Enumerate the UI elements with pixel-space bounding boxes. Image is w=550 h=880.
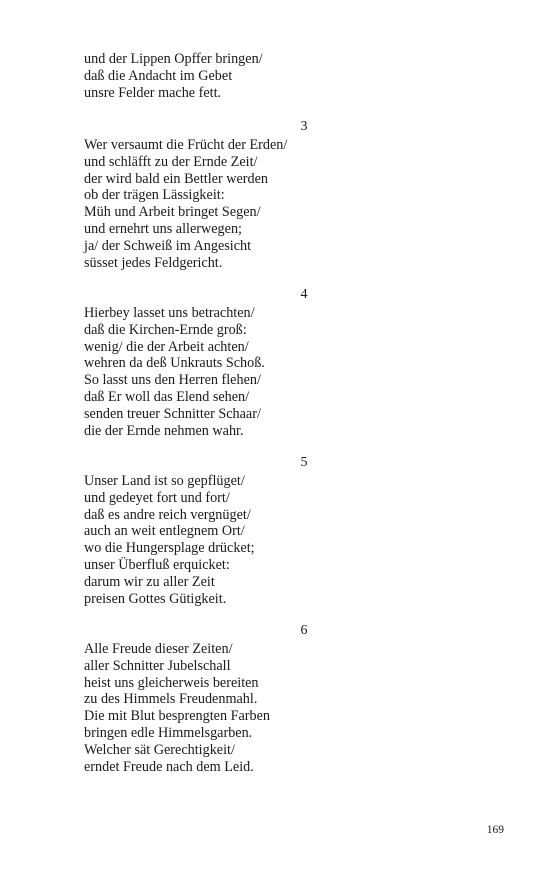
verse-line: erndet Freude nach dem Leid. (84, 758, 254, 775)
verse-line: senden treuer Schnitter Schaar/ (84, 405, 261, 422)
stanza-lines (84, 137, 324, 271)
verse-line: und ernehrt uns allerwegen; (84, 220, 242, 237)
verse-line: wenig/ die der Arbeit achten/ (84, 338, 249, 355)
verse-line: daß die Kirchen-Ernde groß: (84, 321, 247, 338)
stanza-lines (84, 473, 324, 607)
stanza-number: 6 (300, 623, 308, 638)
verse-line: aller Schnitter Jubelschall (84, 657, 231, 674)
verse-line: ja/ der Schweiß im Angesicht (84, 237, 252, 254)
verse-line: Die mit Blut besprengten Farben (84, 708, 270, 725)
verse-line: So lasst uns den Herren flehen/ (84, 372, 261, 389)
verse-line: und schläfft zu der Ernde Zeit/ (84, 153, 258, 170)
verse-line: Wer versaumt die Frücht der Erden/ (84, 137, 288, 153)
verse-line: wo die Hungersplage drücket; (84, 540, 255, 557)
verse-line: preisen Gottes Gütigkeit. (84, 590, 227, 607)
stanza-number: 4 (300, 287, 308, 302)
verse-line: daß Er woll das Elend sehen/ (84, 388, 250, 405)
stanza-number: 5 (300, 455, 308, 470)
verse-line: und gedeyet fort und fort/ (84, 489, 230, 506)
stanza-lines (84, 305, 324, 439)
verse-line: Hierbey lasset uns betrachten/ (84, 305, 255, 321)
verse-line: Müh und Arbeit bringet Segen/ (84, 204, 261, 221)
verse-line: daß die Andacht im Gebet (84, 67, 233, 84)
verse-line: Alle Freude dieser Zeiten/ (84, 641, 233, 657)
verse-line: zu des Himmels Freudenmahl. (84, 691, 258, 708)
verse-line: bringen edle Himmelsgarben. (84, 724, 253, 741)
verse-line: unser Überfluß erquicket: (84, 556, 230, 573)
verse-line: unsre Felder mache fett. (84, 84, 222, 101)
verse-line: darum wir zu aller Zeit (84, 573, 215, 590)
verse-line: daß es andre reich vergnüget/ (84, 506, 251, 523)
stanza-number: 3 (300, 119, 308, 134)
verse-line: die der Ernde nehmen wahr. (84, 422, 244, 439)
verse-line: wehren da deß Unkrauts Schoß. (84, 355, 265, 372)
verse-line: heist uns gleicherweis bereiten (84, 674, 259, 691)
verse-line: und der Lippen Opffer bringen/ (84, 51, 263, 67)
verse-line: der wird bald ein Bettler werden (84, 170, 268, 187)
page-number: 169 (486, 824, 504, 836)
stanza-lines (84, 641, 324, 775)
stanza-lines (84, 51, 324, 101)
verse-line: süsset jedes Feldgericht. (84, 254, 223, 271)
verse-line: Welcher sät Gerechtigkeit/ (84, 741, 235, 758)
verse-line: auch an weit entlegnem Ort/ (84, 523, 245, 540)
verse-line: ob der trägen Lässigkeit: (84, 187, 225, 204)
verse-line: Unser Land ist so gepflüget/ (84, 473, 245, 489)
